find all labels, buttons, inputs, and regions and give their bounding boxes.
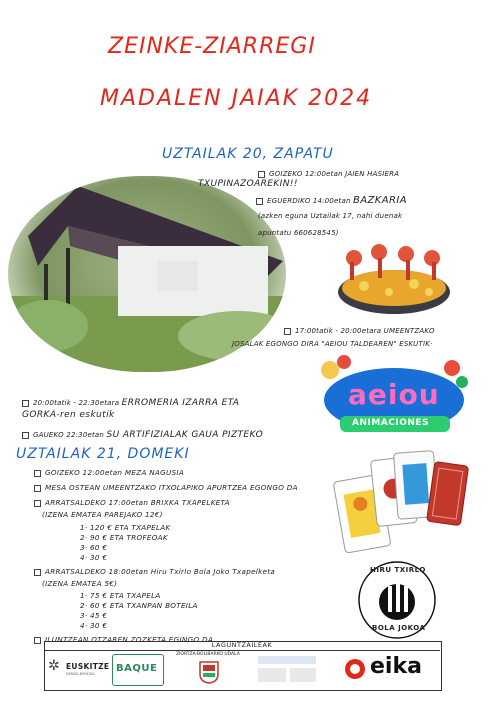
sun-item-1-text: GOIZEKO 12:00etan MEZA NAGUSIA	[45, 468, 185, 477]
sat-item-3	[284, 327, 435, 335]
eika-text: eika	[370, 654, 422, 679]
brixka-prize-2: 2· 90 € ETA TROFEOAK	[80, 533, 168, 542]
bola-logo-bottom: BOLA JOKOA	[372, 624, 426, 632]
bola-line-text: ARRATSALDEKO 18:00etan Hiru Txirlo Bola Joko Txapelketa	[45, 567, 276, 576]
euskitze-text: EUSKITZE	[66, 662, 110, 671]
sat-item-2-event: BAZKARIA	[353, 195, 407, 206]
bola-prize-4: 4· 30 €	[80, 621, 108, 630]
sat-item-1-time: GOIZEKO 12:00etan JAIEN HASIERA	[269, 170, 400, 178]
baque-logo	[112, 654, 164, 686]
sun-item-3	[34, 498, 334, 510]
paella-image	[334, 240, 454, 318]
checkbox-icon	[256, 198, 263, 205]
saturday-header: UZTAILAK 20, ZAPATU	[162, 146, 334, 162]
title-line-2: MADALEN JAIAK 2024	[100, 86, 373, 111]
bola-prize-2: 2· 60 € ETA TXANPAN BOTEILA	[80, 601, 198, 610]
euskitze-emblem-icon: ✲	[48, 658, 60, 674]
bola-fee: (IZENA EMATEA 5€)	[42, 579, 118, 588]
sat-item-2-time: EGUERDIKO 14:00etan	[267, 197, 351, 205]
aeiou-logo-text: aeiou	[348, 378, 440, 411]
sun-last-item-text: ILUNTZEAN OTZAREN ZOZKETA EGINGO DA	[45, 635, 214, 644]
sat-item-1-event: TXUPINAZOAREKIN!!	[198, 179, 298, 189]
sat-item-2	[256, 195, 407, 206]
sat-item-1	[258, 170, 399, 178]
euskitze-sub: DENDA-BEREZIA	[66, 672, 95, 676]
checkbox-icon	[34, 485, 41, 492]
sat-item-2-note-1: (azken eguna Uztailak 17, nahi duenak	[258, 212, 403, 220]
checkbox-icon	[34, 470, 41, 477]
checkbox-icon	[34, 500, 41, 507]
sat-item-5	[22, 430, 263, 440]
checkbox-icon	[34, 637, 41, 644]
sponsor-small-logos	[256, 654, 318, 684]
playing-cards-image	[330, 448, 470, 558]
brixka-prize-1: 1· 120 € ETA TXAPELAK	[80, 523, 171, 532]
euskitze-logo	[48, 654, 110, 686]
bola-prize-3: 3· 45 €	[80, 611, 108, 620]
checkbox-icon	[284, 328, 291, 335]
sat-item-4	[22, 398, 239, 408]
bola-jokoa-logo	[352, 560, 442, 640]
sun-item-1	[34, 468, 334, 483]
sun-item-3-text: ARRATSALDEKO 17:00etan BRIXKA TXAPELKETA	[45, 498, 230, 507]
sat-item-5-event: SU ARTIFIZIALAK GAUA PIZTEKO	[106, 430, 264, 440]
sun-item-2-text: MESA OSTEAN UMEENTZAKO ITXOLAPIKO APURTZEA EGONGO DA	[45, 483, 298, 492]
eika-logo	[340, 654, 436, 684]
sponsors-title: LAGUNTZAILEAK	[44, 641, 440, 651]
bola-prize-1: 1· 75 € ETA TXAPELA	[80, 591, 161, 600]
checkbox-icon	[258, 171, 265, 178]
checkbox-icon	[22, 400, 29, 407]
zbo-shield-icon	[198, 660, 220, 684]
sat-item-4-time: 20:00tatik - 22:30etara	[33, 399, 120, 407]
title-line-1: ZEINKE-ZIARREGI	[108, 34, 316, 59]
sat-item-4-event-2: GORKA-ren eskutik	[22, 410, 115, 420]
sat-item-2-note-2: apuntatu 660628545)	[258, 229, 339, 237]
brixka-prize-3: 3· 60 €	[80, 543, 108, 552]
sat-item-3-event: JOSALAK EGONGO DIRA "AEIOU TALDEAREN" ESKUTIK·	[232, 340, 433, 348]
checkbox-icon	[22, 432, 29, 439]
sat-item-5-time: GAUEKO 22:30etan	[33, 431, 105, 439]
bola-line	[34, 567, 334, 579]
zbo-text: ZIORTZA-BOLIBARKO UDALA	[176, 652, 240, 657]
baque-text: BAQUE	[116, 663, 158, 674]
sat-item-3-time: 17:00tatik - 20:00etara UMEENTZAKO	[295, 327, 435, 335]
sunday-header: UZTAILAK 21, DOMEKI	[16, 446, 190, 462]
brixka-fee: (IZENA EMATEA PAREJAKO 12€)	[42, 510, 163, 519]
sat-item-4-event: ERROMERIA IZARRA ETA	[121, 398, 240, 408]
aeiou-logo-sub: ANIMACIONES	[352, 418, 430, 428]
brixka-prize-4: 4· 30 €	[80, 553, 108, 562]
eika-emblem-icon	[344, 658, 366, 680]
sunday-list	[34, 468, 334, 647]
zbo-logo	[176, 652, 248, 686]
bola-logo-top: HIRU TXIRLO	[370, 566, 426, 574]
sun-item-2	[34, 483, 334, 498]
aeiou-logo	[318, 352, 470, 442]
checkbox-icon	[34, 569, 41, 576]
